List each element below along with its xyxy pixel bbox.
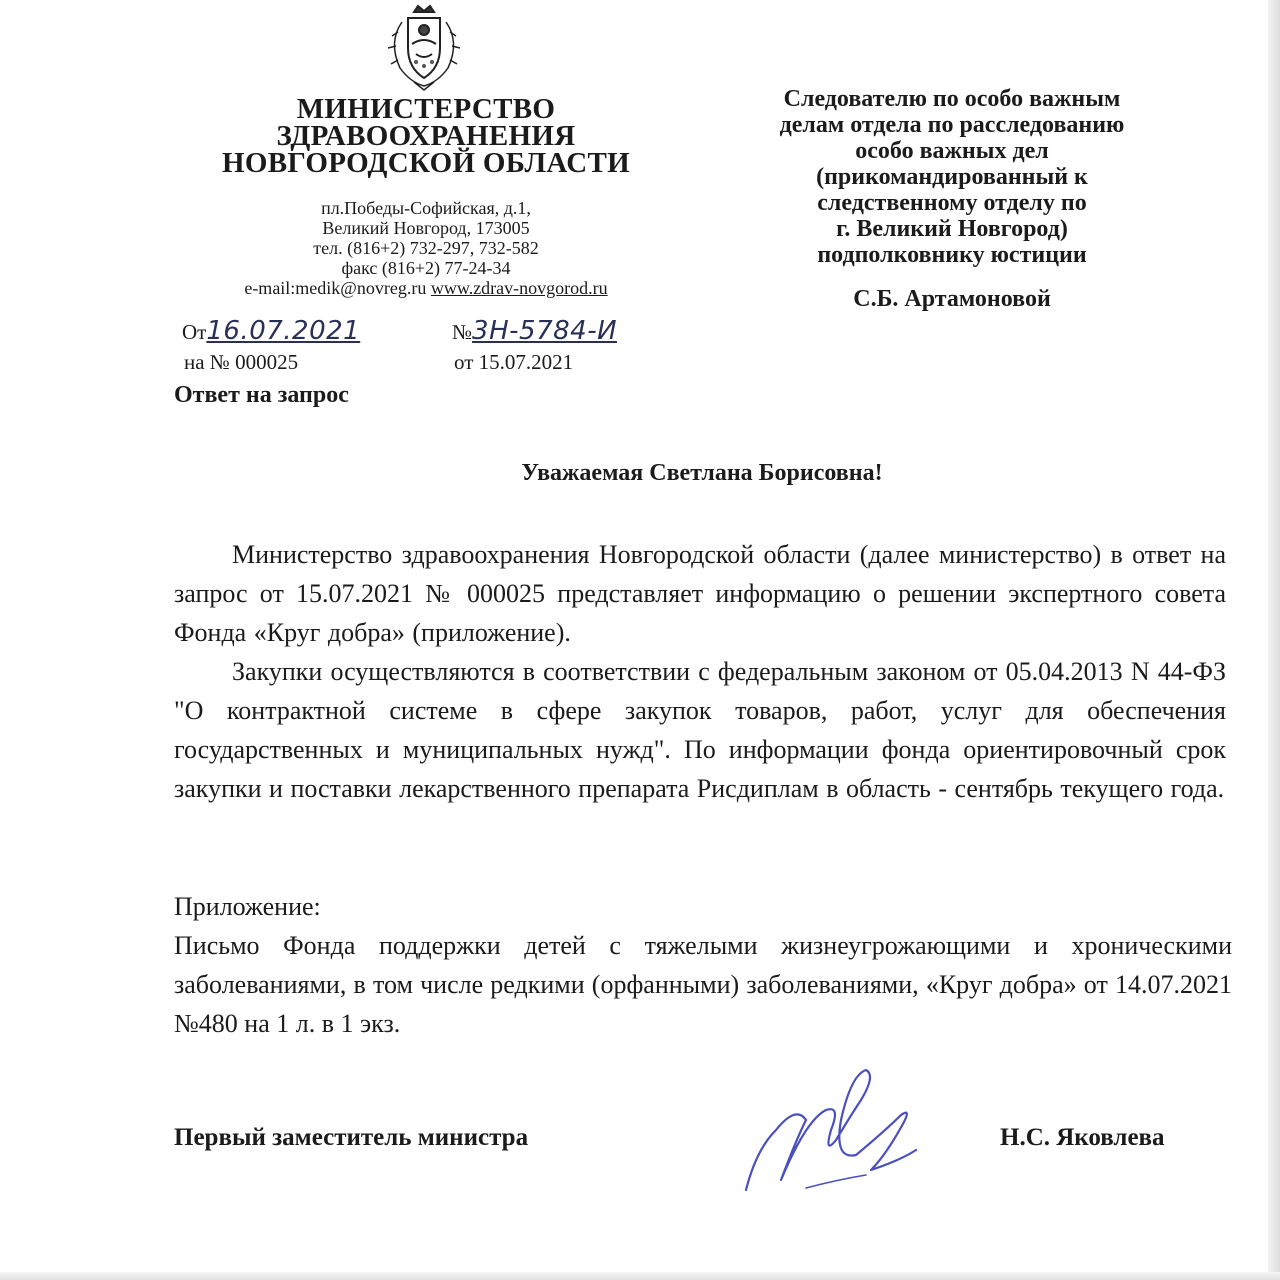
outgoing-number-line [452,316,617,346]
email[interactable]: e-mail:medik@novreg.ru [244,278,427,298]
outgoing-number: 3Н-5784-И [472,316,618,346]
address-line-1: пл.Победы-Софийская, д.1, [321,198,531,218]
ministry-line-3: НОВГОРОДСКОЙ ОБЛАСТИ [222,147,630,179]
addressee-line: следственному отделу по [817,190,1087,216]
appendix-label: Приложение: [174,892,321,921]
signatory-position: Первый заместитель министра [174,1124,529,1151]
ministry-contacts [176,198,676,298]
reply-to-number: 000025 [235,350,299,374]
body-paragraph-2: Закупки осуществляются в соответствии с федеральным законом от 05.04.2013 N 44-ФЗ "О контрактной системе в сфере закупок товаров, работ, услуг для обеспечения государственных и муниципальных нужд". По информации фонда ориентировочный срок закупки и поставки лекарственного препарата Рисдиплам в область - сентябрь текущего года. [174,657,1226,803]
addressee-line: особо важных дел [855,138,1049,164]
reply-to-date-label: от [454,350,474,374]
handwritten-signature-icon [736,1060,926,1210]
signatory-name: Н.С. Яковлева [1000,1124,1165,1151]
email-website-line [176,278,676,298]
outgoing-date: 16.07.2021 [206,316,361,346]
addressee-block [712,86,1192,268]
ministry-line-2: ЗДРАВООХРАНЕНИЯ [276,120,576,152]
reply-to-date: 15.07.2021 [478,350,574,374]
appendix-text: Письмо Фонда поддержки детей с тяжелыми жизнеугрожающими и хроническими заболеваниями, в том числе редкими (орфанными) заболеваниями, «Круг добра» от 14.07.2021 №480 на 1 л. в 1 экз. [174,931,1232,1038]
address-line-2: Великий Новгород, 173005 [322,218,530,238]
body-paragraph-1: Министерство здравоохранения Новгородской области (далее министерство) в ответ на запрос от 15.07.2021 № 000025 представляет информацию о решении экспертного совета Фонда «Круг добра» (приложение). [174,540,1226,647]
addressee-line: (прикомандированный к [816,164,1088,190]
website-link[interactable]: www.zdrav-novgorod.ru [430,278,608,298]
letter-greeting: Уважаемая Светлана Борисовна! [521,460,883,486]
page-edge-bottom [0,1272,1280,1280]
addressee-line: подполковнику юстиции [817,242,1087,268]
addressee-name: С.Б. Артамоновой [853,286,1051,312]
addressee-line: делам отдела по расследованию [779,112,1125,138]
page-edge-shadow [1268,0,1280,1280]
novgorod-coat-of-arms-icon [378,2,470,94]
addressee-line: Следователю по особо важным [783,86,1121,112]
ministry-line-1: МИНИСТЕРСТВО [296,93,556,125]
reply-to-label: на № [184,350,230,374]
letter-subject: Ответ на запрос [174,382,349,408]
from-label: От [182,320,207,344]
ministry-name [196,93,656,179]
fax-line: факс (816+2) 77-24-34 [341,258,511,278]
addressee-line: г. Великий Новгород) [836,216,1068,242]
outgoing-date-line [182,316,360,346]
phone-line: тел. (816+2) 732-297, 732-582 [313,238,539,258]
reply-to-date-line [454,350,573,375]
number-label: № [452,320,473,344]
reply-to-number-line [184,350,298,375]
